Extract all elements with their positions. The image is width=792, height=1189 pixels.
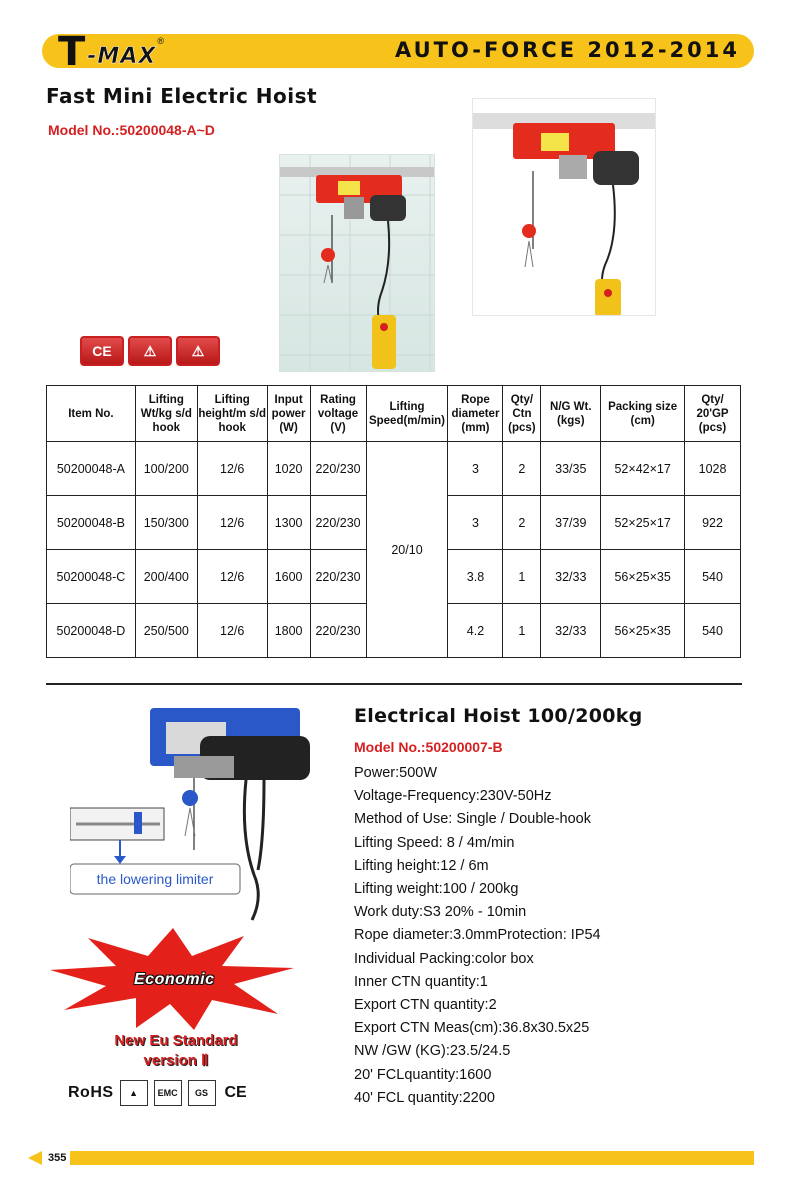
cell-qty20: 540 xyxy=(685,604,741,658)
table-header-row xyxy=(47,386,741,442)
brand-logo xyxy=(58,29,164,75)
cell-ng: 32/33 xyxy=(541,604,601,658)
spec-line: Rope diameter:3.0mmProtection: IP54 xyxy=(354,927,601,944)
table-row xyxy=(47,442,741,496)
cell-packing: 56×25×35 xyxy=(601,604,685,658)
logo-max: -MAX xyxy=(87,44,157,69)
product2-model: Model No.:50200007-B xyxy=(354,739,503,755)
new-eu-standard-label: New Eu Standard version Ⅱ xyxy=(114,1032,238,1069)
col-input-power: Input power (W) xyxy=(267,386,310,442)
cell-packing: 56×25×35 xyxy=(601,550,685,604)
hoist-photo-1 xyxy=(279,154,435,372)
cell-qty20: 922 xyxy=(685,496,741,550)
cell-item: 50200048-C xyxy=(47,550,136,604)
cell-weight: 100/200 xyxy=(135,442,197,496)
spec-line: Lifting Speed: 8 / 4m/min xyxy=(354,834,515,851)
cell-rope: 3 xyxy=(448,496,503,550)
cell-item: 50200048-D xyxy=(47,604,136,658)
logo-registered: ® xyxy=(157,36,164,46)
cell-qty: 1 xyxy=(503,550,541,604)
cell-packing: 52×42×17 xyxy=(601,442,685,496)
cell-voltage: 220/230 xyxy=(310,550,366,604)
section-divider xyxy=(46,683,742,685)
col-rope-diameter: Rope diameter (mm) xyxy=(448,386,503,442)
cell-power: 1020 xyxy=(267,442,310,496)
cell-weight: 150/300 xyxy=(135,496,197,550)
cell-rope: 3.8 xyxy=(448,550,503,604)
ce-cert-icon: CE xyxy=(224,1084,247,1101)
spec-line: 20' FCLquantity:1600 xyxy=(354,1066,492,1083)
cell-voltage: 220/230 xyxy=(310,604,366,658)
certifications-bottom xyxy=(68,1080,250,1106)
cell-power: 1600 xyxy=(267,550,310,604)
product2-title: Electrical Hoist 100/200kg xyxy=(354,705,643,727)
spec-line: Lifting height:12 / 6m xyxy=(354,857,489,874)
emc-cert-icon: EMC xyxy=(154,1080,182,1106)
cell-speed: 20/10 xyxy=(366,442,448,658)
cell-ng: 33/35 xyxy=(541,442,601,496)
brand-title: AUTO-FORCE 2012-2014 xyxy=(395,38,740,62)
cell-height: 12/6 xyxy=(197,496,267,550)
cell-qty: 1 xyxy=(503,604,541,658)
cell-rope: 4.2 xyxy=(448,604,503,658)
footer-bar xyxy=(70,1151,754,1165)
spec-line: NW /GW (KG):23.5/24.5 xyxy=(354,1043,511,1060)
cell-height: 12/6 xyxy=(197,604,267,658)
spec-line: Power:500W xyxy=(354,765,438,781)
col-ng-weight: N/G Wt. (kgs) xyxy=(541,386,601,442)
economic-label: Economic xyxy=(134,971,215,988)
spec-line: Lifting weight:100 / 200kg xyxy=(354,881,519,898)
spec-line: Voltage-Frequency:230V-50Hz xyxy=(354,788,552,805)
warning-cert-icon: ⚠ xyxy=(176,336,220,366)
ce-cert-icon: CE xyxy=(80,336,124,366)
cell-ng: 37/39 xyxy=(541,496,601,550)
spec-line: 40' FCL quantity:2200 xyxy=(354,1089,495,1106)
cell-power: 1300 xyxy=(267,496,310,550)
model-number: Model No.:50200048-A~D xyxy=(48,122,215,138)
cell-weight: 250/500 xyxy=(135,604,197,658)
cell-qty: 2 xyxy=(503,442,541,496)
spec-line: Work duty:S3 20% - 10min xyxy=(354,904,527,921)
spec-line: Method of Use: Single / Double-hook xyxy=(354,811,591,828)
cell-qty20: 1028 xyxy=(685,442,741,496)
col-packing-size: Packing size (cm) xyxy=(601,386,685,442)
cell-rope: 3 xyxy=(448,442,503,496)
cell-voltage: 220/230 xyxy=(310,442,366,496)
cell-weight: 200/400 xyxy=(135,550,197,604)
spec-line: Inner CTN quantity:1 xyxy=(354,973,488,990)
spec-line: Export CTN quantity:2 xyxy=(354,997,497,1014)
spec-table xyxy=(46,385,741,658)
col-qty-20gp: Qty/ 20'GP (pcs) xyxy=(685,386,741,442)
page-arrow-icon xyxy=(28,1151,42,1165)
spec-line: Export CTN Meas(cm):36.8x30.5x25 xyxy=(354,1020,590,1037)
certifications-top xyxy=(80,336,220,366)
cell-item: 50200048-A xyxy=(47,442,136,496)
col-item-no: Item No. xyxy=(47,386,136,442)
col-rating-voltage: Rating voltage (V) xyxy=(310,386,366,442)
safety-cert-icon: ⚠ xyxy=(128,336,172,366)
cell-qty20: 540 xyxy=(685,550,741,604)
product-title: Fast Mini Electric Hoist xyxy=(46,84,318,108)
cell-voltage: 220/230 xyxy=(310,496,366,550)
product2-specs xyxy=(354,762,744,1110)
rohs-label: RoHS xyxy=(68,1084,114,1101)
gs-cert-icon: GS xyxy=(188,1080,216,1106)
hoist-photo-3 xyxy=(70,700,322,930)
page-number: 355 xyxy=(48,1150,70,1166)
logo-t: T xyxy=(58,29,86,75)
hoist-photo-2 xyxy=(472,98,656,316)
col-lifting-weight: Lifting Wt/kg s/d hook xyxy=(135,386,197,442)
lowering-limiter-label: the lowering limiter xyxy=(96,871,214,887)
col-qty-ctn: Qty/ Ctn (pcs) xyxy=(503,386,541,442)
col-lifting-speed: Lifting Speed(m/min) xyxy=(366,386,448,442)
col-lifting-height: Lifting height/m s/d hook xyxy=(197,386,267,442)
tuv-cert-icon: ▲ xyxy=(120,1080,148,1106)
cell-power: 1800 xyxy=(267,604,310,658)
cell-packing: 52×25×17 xyxy=(601,496,685,550)
spec-line: Individual Packing:color box xyxy=(354,950,534,967)
cell-item: 50200048-B xyxy=(47,496,136,550)
cell-height: 12/6 xyxy=(197,550,267,604)
cell-ng: 32/33 xyxy=(541,550,601,604)
cell-height: 12/6 xyxy=(197,442,267,496)
cell-qty: 2 xyxy=(503,496,541,550)
